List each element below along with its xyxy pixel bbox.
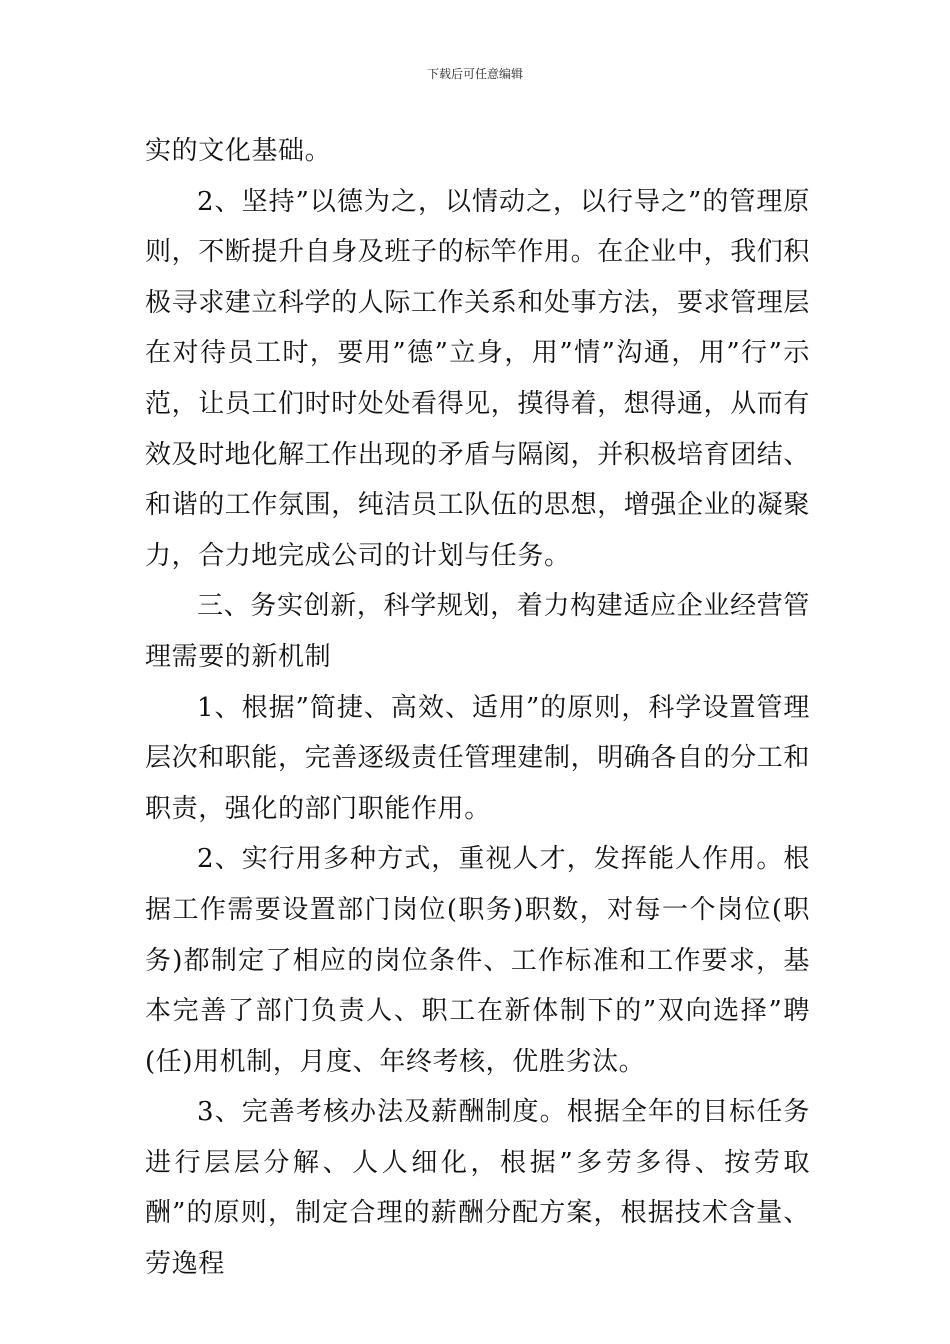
paragraph-talent-utilization: 2、实行用多种方式，重视人才，发挥能人作用。根据工作需要设置部门岗位(职务)职数，对每一个岗位(职务)都制定了相应的岗位条件、工作标准和工作要求，基本完善了部门负责人、职工在新体制下的”双向选择”聘(任)用机制，月度、年终考核，优胜劣汰。 [145, 844, 810, 1077]
paragraph-continuation: 实的文化基础。 [145, 136, 332, 166]
page-header: 下载后可任意编辑 [426, 67, 523, 81]
document-body [145, 126, 810, 1290]
section-heading-three: 三、务实创新，科学规划，着力构建适应企业经营管理需要的新机制 [145, 591, 810, 672]
paragraph-organization-structure: 1、根据”简捷、高效、适用”的原则，科学设置管理层次和职能，完善逐级责任管理建制，明确各自的分工和职责，强化的部门职能作用。 [145, 692, 811, 824]
paragraph-assessment-salary: 3、完善考核办法及薪酬制度。根据全年的目标任务进行层层分解、人人细化，根据”多劳多得、按劳取酬”的原则，制定合理的薪酬分配方案，根据技术含量、劳逸程 [145, 1097, 810, 1280]
paragraph-management-principle: 2、坚持”以德为之，以情动之，以行导之”的管理原则，不断提升自身及班子的标竿作用。在企业中，我们积极寻求建立科学的人际工作关系和处事方法，要求管理层在对待员工时，要用”德”立身，用”情”沟通，用”行”示范，让员工们时时处处看得见，摸得着，想得通，从而有效及时地化解工作出现的矛盾与隔阂，并积极培育团结、和谐的工作氛围，纯洁员工队伍的思想，增强企业的凝聚力，合力地完成公司的计划与任务。 [145, 186, 811, 571]
